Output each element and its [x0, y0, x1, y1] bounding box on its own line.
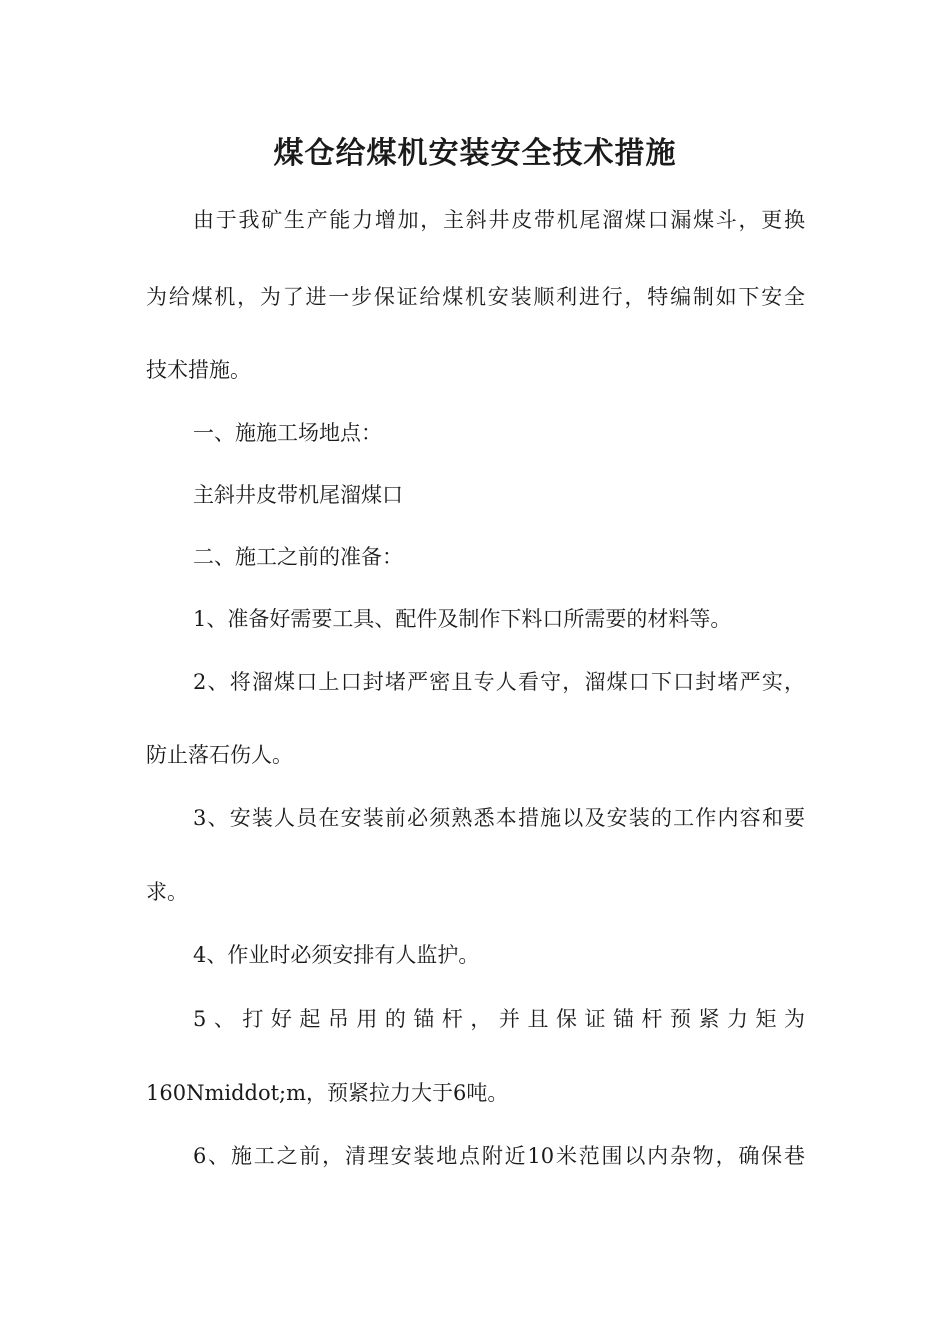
list-item-continuation: 160Nmiddot;m，预紧拉力大于6吨。 [146, 1081, 509, 1105]
paragraph-line: 主斜井皮带机尾溜煤口 [193, 483, 403, 507]
section-heading: 一、施施工场地点： [193, 421, 382, 445]
list-item: 4、作业时必须安排有人监护。 [193, 943, 480, 967]
list-item: 3、安装人员在安装前必须熟悉本措施以及安装的工作内容和要 [193, 806, 805, 830]
paragraph-line: 为给煤机，为了进一步保证给煤机安装顺利进行，特编制如下安全 [146, 285, 805, 309]
section-heading: 二、施工之前的准备： [193, 545, 403, 569]
paragraph-line: 技术措施。 [146, 358, 251, 382]
list-item-continuation: 求。 [146, 880, 188, 904]
document-title: 煤仓给煤机安装安全技术措施 [273, 136, 677, 171]
list-item-continuation: 防止落石伤人。 [146, 743, 293, 767]
list-item: 2、将溜煤口上口封堵严密且专人看守，溜煤口下口封堵严实， [193, 670, 805, 694]
list-item: 6、施工之前，清理安装地点附近10米范围以内杂物，确保巷 [193, 1144, 805, 1168]
list-item: 5、打好起吊用的锚杆，并且保证锚杆预紧力矩为 [193, 1007, 805, 1031]
paragraph-line: 由于我矿生产能力增加，主斜井皮带机尾溜煤口漏煤斗，更换 [193, 208, 805, 232]
list-item: 1、准备好需要工具、配件及制作下料口所需要的材料等。 [193, 607, 732, 631]
